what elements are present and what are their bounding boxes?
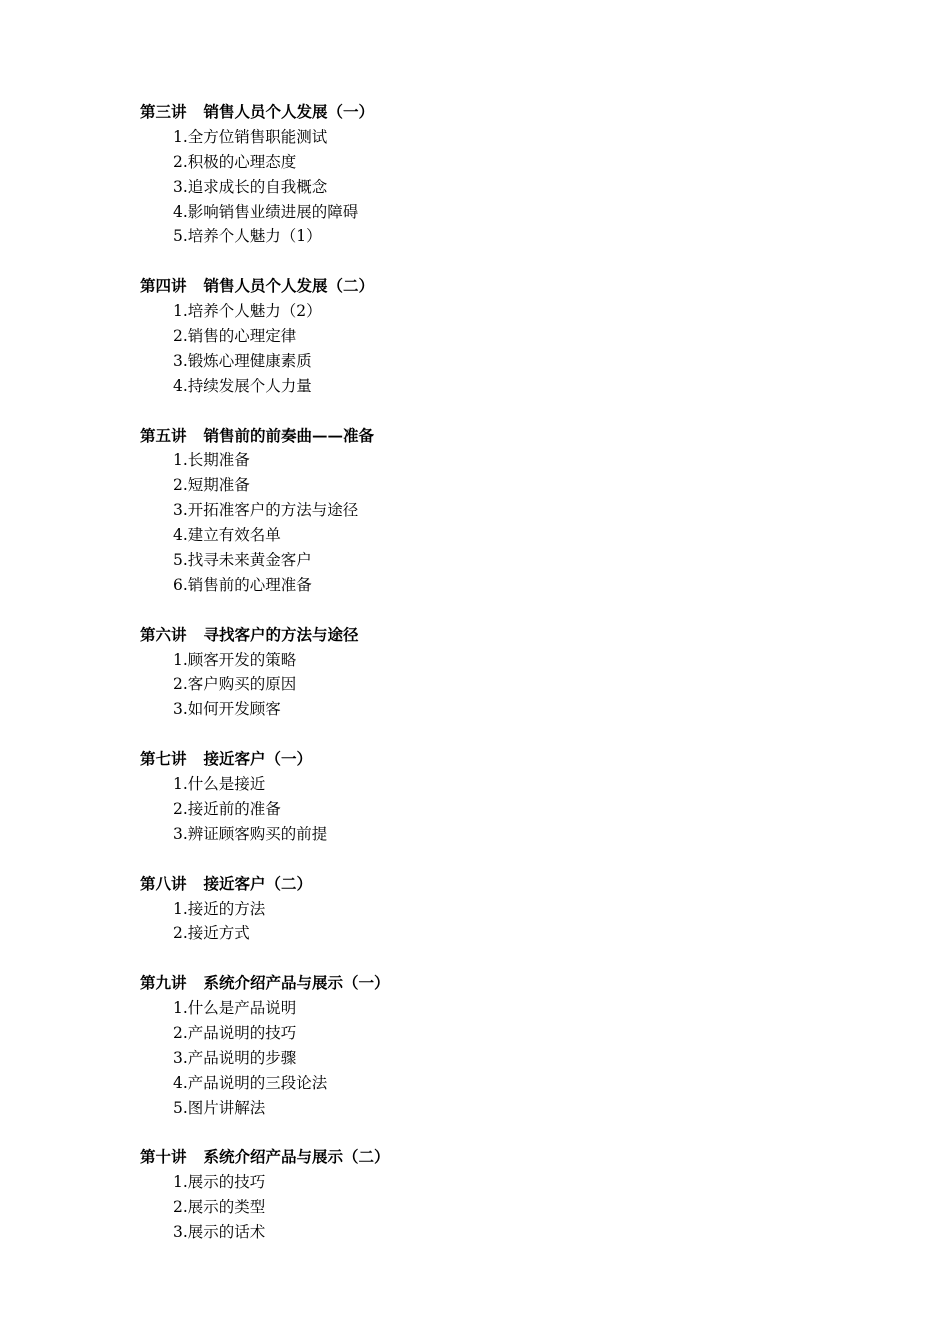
- lecture-number: 第三讲: [140, 102, 187, 121]
- lecture-heading: [140, 872, 840, 897]
- topic-item: 5.培养个人魅力（1）: [173, 227, 322, 246]
- topic-item: 2.接近前的准备: [173, 799, 281, 818]
- lecture-title: 销售前的前奏曲——准备: [203, 425, 375, 445]
- lecture-number: 第九讲: [140, 973, 187, 993]
- topic-item: 6.销售前的心理准备: [173, 575, 312, 594]
- topic-item: 1.全方位销售职能测试: [173, 127, 328, 146]
- lecture-section: [140, 872, 840, 947]
- lecture-title: 寻找客户的方法与途径: [203, 624, 359, 644]
- lecture-title: 接近客户（一）: [203, 749, 313, 769]
- lecture-number: 第四讲: [140, 276, 187, 296]
- topic-list: [140, 448, 840, 597]
- topic-list: [140, 772, 840, 847]
- topic-item: 2.销售的心理定律: [173, 327, 297, 346]
- lecture-number: 第十讲: [140, 1147, 187, 1167]
- lecture-section: [140, 100, 840, 249]
- lecture-number: 第五讲: [140, 425, 187, 445]
- topic-item: 2.产品说明的技巧: [173, 1023, 297, 1042]
- topic-item: 3.追求成长的自我概念: [173, 177, 328, 196]
- lecture-section: [140, 623, 840, 723]
- topic-item: 2.客户购买的原因: [173, 675, 297, 694]
- lecture-heading: [140, 274, 840, 299]
- lecture-section: [140, 424, 840, 598]
- topic-item: 1.接近的方法: [173, 899, 266, 918]
- topic-item: 2.展示的类型: [173, 1198, 266, 1217]
- topic-list: [140, 299, 840, 399]
- topic-list: [140, 648, 840, 723]
- lecture-number: 第八讲: [140, 873, 187, 893]
- topic-item: 4.影响销售业绩进展的障碍: [173, 202, 359, 221]
- topic-item: 3.辨证顾客购买的前提: [173, 824, 328, 843]
- topic-item: 1.培养个人魅力（2）: [173, 302, 322, 321]
- topic-list: [140, 996, 840, 1120]
- topic-item: 1.长期准备: [173, 451, 250, 470]
- lecture-number: 第七讲: [140, 749, 187, 769]
- lecture-title: 销售人员个人发展（一）: [203, 102, 375, 121]
- lecture-title: 销售人员个人发展（二）: [203, 276, 375, 296]
- topic-list: [140, 125, 840, 249]
- topic-item: 1.什么是产品说明: [173, 999, 297, 1018]
- document-body: [140, 100, 840, 1270]
- lecture-heading: [140, 747, 840, 772]
- topic-list: [140, 897, 840, 947]
- topic-item: 5.图片讲解法: [173, 1098, 266, 1117]
- topic-item: 3.开拓准客户的方法与途径: [173, 501, 359, 520]
- topic-item: 1.展示的技巧: [173, 1173, 266, 1192]
- topic-item: 2.积极的心理态度: [173, 152, 297, 171]
- topic-item: 3.如何开发顾客: [173, 700, 281, 719]
- lecture-heading: [140, 100, 840, 125]
- topic-item: 4.产品说明的三段论法: [173, 1073, 328, 1092]
- lecture-title: 系统介绍产品与展示（二）: [203, 1147, 390, 1167]
- topic-list: [140, 1170, 840, 1245]
- lecture-title: 接近客户（二）: [203, 873, 313, 893]
- topic-item: 2.接近方式: [173, 924, 250, 943]
- topic-item: 3.产品说明的步骤: [173, 1048, 297, 1067]
- topic-item: 3.展示的话术: [173, 1223, 266, 1242]
- lecture-number: 第六讲: [140, 624, 187, 644]
- topic-item: 4.建立有效名单: [173, 526, 281, 545]
- lecture-section: [140, 971, 840, 1120]
- lecture-heading: [140, 971, 840, 996]
- lecture-section: [140, 274, 840, 398]
- topic-item: 2.短期准备: [173, 476, 250, 495]
- lecture-title: 系统介绍产品与展示（一）: [203, 973, 390, 993]
- lecture-section: [140, 747, 840, 847]
- topic-item: 4.持续发展个人力量: [173, 376, 312, 395]
- topic-item: 5.找寻未来黄金客户: [173, 551, 312, 570]
- lecture-heading: [140, 1145, 840, 1170]
- lecture-section: [140, 1145, 840, 1245]
- topic-item: 1.顾客开发的策略: [173, 650, 297, 669]
- lecture-heading: [140, 623, 840, 648]
- topic-item: 3.锻炼心理健康素质: [173, 351, 312, 370]
- lecture-heading: [140, 424, 840, 449]
- topic-item: 1.什么是接近: [173, 775, 266, 794]
